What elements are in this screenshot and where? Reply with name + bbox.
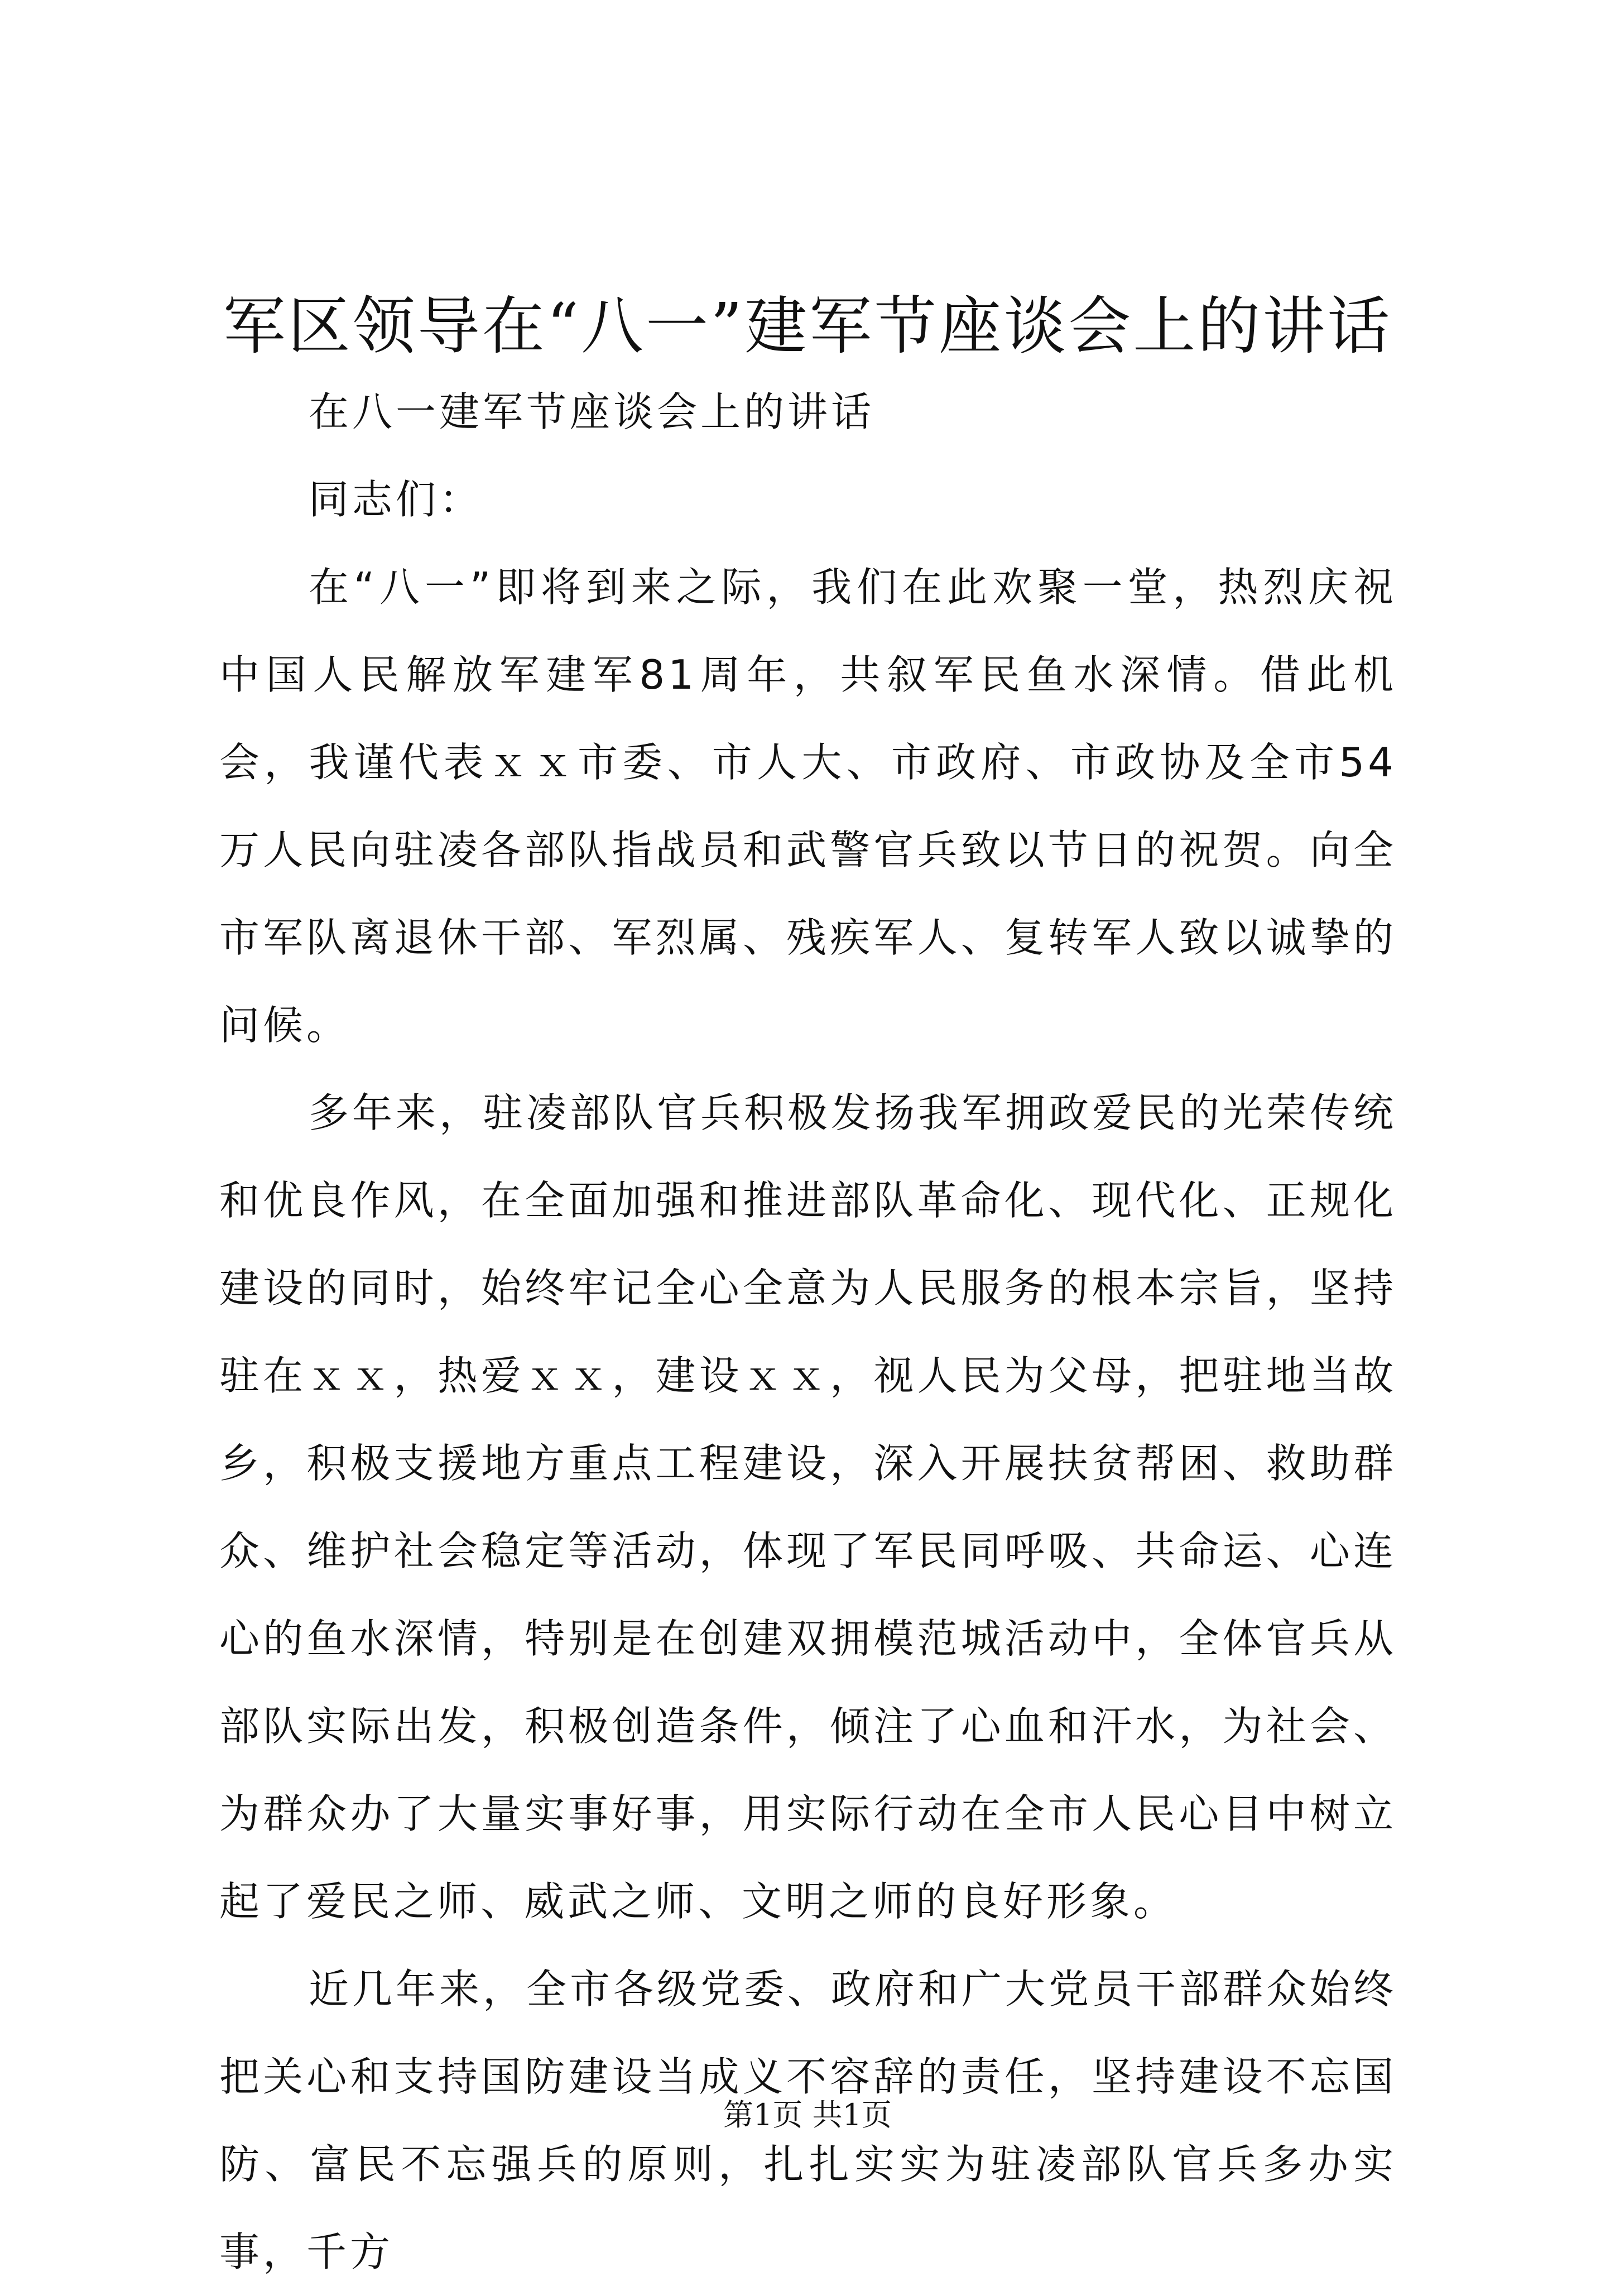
subtitle-paragraph: 在八一建军节座谈会上的讲话 xyxy=(309,388,875,435)
body-paragraph: 在“八一”即将到来之际，我们在此欢聚一堂，热烈庆祝中国人民解放军建军81周年，共叙军民鱼水深情。借此机会，我谨代表ｘｘ市委、市人大、市政府、市政协及全市54万人民向驻凌各部队指战员和武警官兵致以节日的祝贺。向全市军队离退休干部、军烈属、残疾军人、复转军人致以诚挚的问候。 xyxy=(219,564,1397,1049)
document-body xyxy=(219,368,1397,2296)
salutation-paragraph: 同志们： xyxy=(309,476,483,523)
body-paragraph: 多年来，驻凌部队官兵积极发扬我军拥政爱民的光荣传统和优良作风，在全面加强和推进部队革命化、现代化、正规化建设的同时，始终牢记全心全意为人民服务的根本宗旨，坚持驻在ｘｘ，热爱ｘｘ，建设ｘｘ，视人民为父母，把驻地当故乡，积极支援地方重点工程建设，深入开展扶贫帮困、救助群众、维护社会稳定等活动，体现了军民同呼吸、共命运、心连心的鱼水深情，特别是在创建双拥模范城活动中，全体官兵从部队实际出发，积极创造条件，倾注了心血和汗水，为社会、为群众办了大量实事好事，用实际行动在全市人民心目中树立起了爱民之师、威武之师、文明之师的良好形象。 xyxy=(219,1089,1397,1925)
page-number-footer: 第1页 共1页 xyxy=(723,2097,892,2132)
document-title: 军区领导在“八一”建军节座谈会上的讲话 xyxy=(223,290,1392,363)
body-paragraph: 近几年来，全市各级党委、政府和广大党员干部群众始终把关心和支持国防建设当成义不容辞的责任，坚持建设不忘国防、富民不忘强兵的原则，扎扎实实为驻凌部队官兵多办实事，千方 xyxy=(219,1966,1397,2275)
